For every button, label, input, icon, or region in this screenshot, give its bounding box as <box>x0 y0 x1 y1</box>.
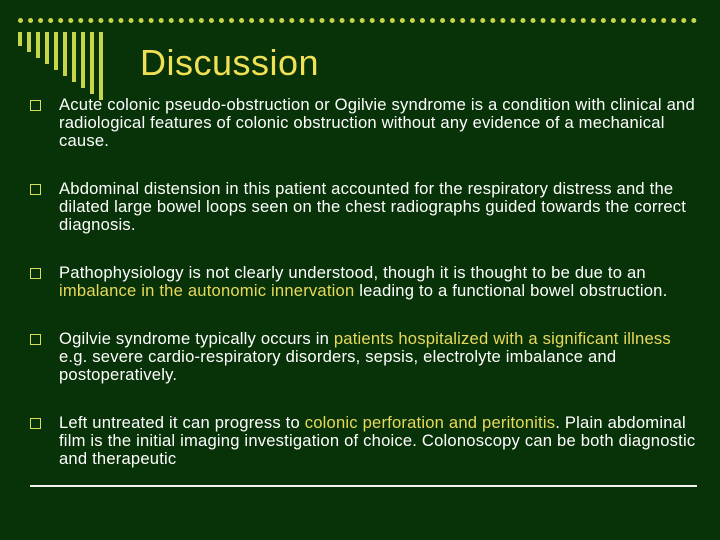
highlighted-text: imbalance in the autonomic innervation <box>59 281 355 300</box>
bullet-text: . Plain abdominal film is the initial imaging investigation of choice. Colonoscopy can be both diagnostic and therapeutic <box>59 413 696 468</box>
bullet-item <box>30 96 700 150</box>
bullet-text: Abdominal distension in this patient accounted for the respiratory distress and the dilated large bowel loops seen on the chest radiographs guided towards the correct diagnosis. <box>59 179 687 234</box>
decorative-stripe <box>81 32 85 88</box>
bullet-text: e.g. severe cardio-respiratory disorders, sepsis, electrolyte imbalance and postoperatively. <box>59 347 617 384</box>
square-bullet-icon <box>30 100 41 111</box>
bullet-item <box>30 330 700 384</box>
bullet-text: Pathophysiology is not clearly understood, though it is thought to be due to an <box>59 263 646 282</box>
bullet-list <box>30 96 700 498</box>
highlighted-text: colonic perforation and peritonitis <box>304 413 556 432</box>
square-bullet-icon <box>30 334 41 345</box>
bullet-text: leading to a functional bowel obstruction. <box>354 281 668 300</box>
decorative-stripe <box>99 32 103 100</box>
decorative-stripe <box>90 32 94 94</box>
square-bullet-icon <box>30 184 41 195</box>
bullet-item <box>30 264 700 300</box>
bottom-rule <box>30 485 697 487</box>
bullet-text: Acute colonic pseudo-obstruction or Ogilvie syndrome is a condition with clinical and radiological features of colonic obstruction without any evidence of a mechanical cause. <box>59 95 695 150</box>
bullet-item <box>30 180 700 234</box>
top-dotted-rule <box>18 18 697 23</box>
highlighted-text: patients hospitalized with a significant illness <box>333 329 671 348</box>
bullet-text: Left untreated it can progress to <box>59 413 305 432</box>
decorative-stripe <box>18 32 22 46</box>
decorative-stripe <box>45 32 49 64</box>
decorative-stripe <box>27 32 31 52</box>
decorative-stripe <box>54 32 58 70</box>
decorative-stripes <box>18 32 128 102</box>
square-bullet-icon <box>30 418 41 429</box>
decorative-stripe <box>36 32 40 58</box>
square-bullet-icon <box>30 268 41 279</box>
decorative-stripe <box>72 32 76 82</box>
bullet-item <box>30 414 700 468</box>
slide-title: Discussion <box>140 42 320 83</box>
decorative-stripe <box>63 32 67 76</box>
bullet-text: Ogilvie syndrome typically occurs in <box>59 329 334 348</box>
